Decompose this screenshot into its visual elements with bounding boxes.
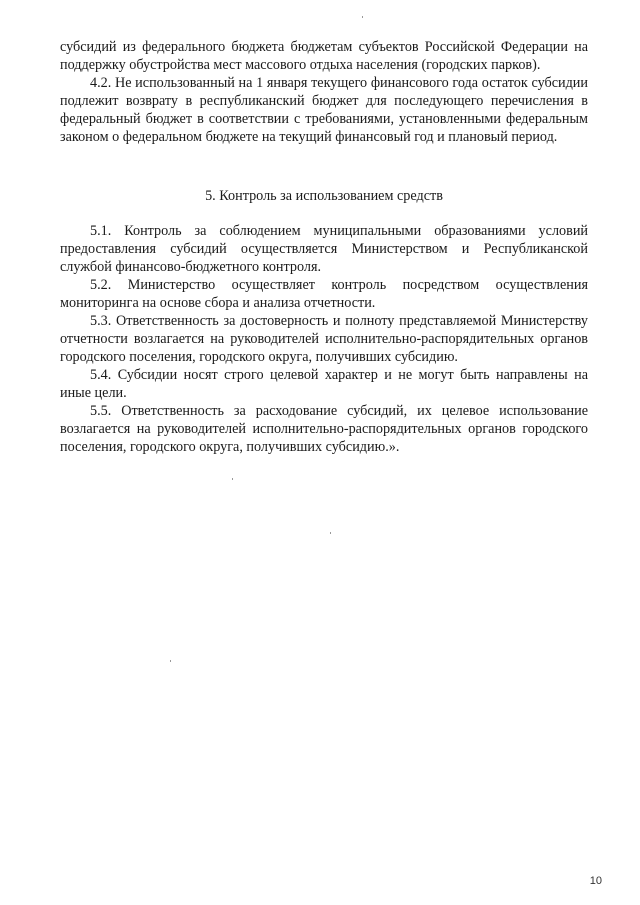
scan-speck xyxy=(232,478,233,480)
paragraph-5-1: 5.1. Контроль за соблюдением муниципальными образованиями условий предоставления субсидий осуществляется Министерством и Республиканской службой финансово-бюджетного контроля. xyxy=(60,223,588,275)
scan-speck xyxy=(362,16,363,18)
section-5-text-block xyxy=(60,222,588,456)
scan-speck xyxy=(170,660,171,662)
scan-speck xyxy=(330,532,331,534)
paragraph-5-5: 5.5. Ответственность за расходование субсидий, их целевое использование возлагается на руководителей исполнительно-распорядительных органов городского поселения, городского округа, получивших субсидию.». xyxy=(60,403,588,455)
paragraph-4-2: 4.2. Не использованный на 1 января текущего финансового года остаток субсидии подлежит возврату в республиканский бюджет для последующего перечисления в федеральный бюджет в соответствии с требованиями, установленными федеральным законом о федеральном бюджете на текущий финансовый год и плановый период. xyxy=(60,75,588,145)
section-heading: 5. Контроль за использованием средств xyxy=(205,188,443,204)
top-text-block xyxy=(60,38,588,146)
paragraph-5-3: 5.3. Ответственность за достоверность и полноту представляемой Министерству отчетности возлагается на руководителей исполнительно-распорядительных органов городского поселения, городского округа, получивших субсидию. xyxy=(60,313,588,365)
paragraph-5-2: 5.2. Министерство осуществляет контроль посредством осуществления мониторинга на основе сбора и анализа отчетности. xyxy=(60,277,588,311)
paragraph-5-4: 5.4. Субсидии носят строго целевой характер и не могут быть направлены на иные цели. xyxy=(60,367,588,401)
continuation-paragraph: субсидий из федерального бюджета бюджетам субъектов Российской Федерации на поддержку обустройства мест массового отдыха населения (городских парков). xyxy=(60,39,588,73)
page-number: 10 xyxy=(589,875,602,887)
